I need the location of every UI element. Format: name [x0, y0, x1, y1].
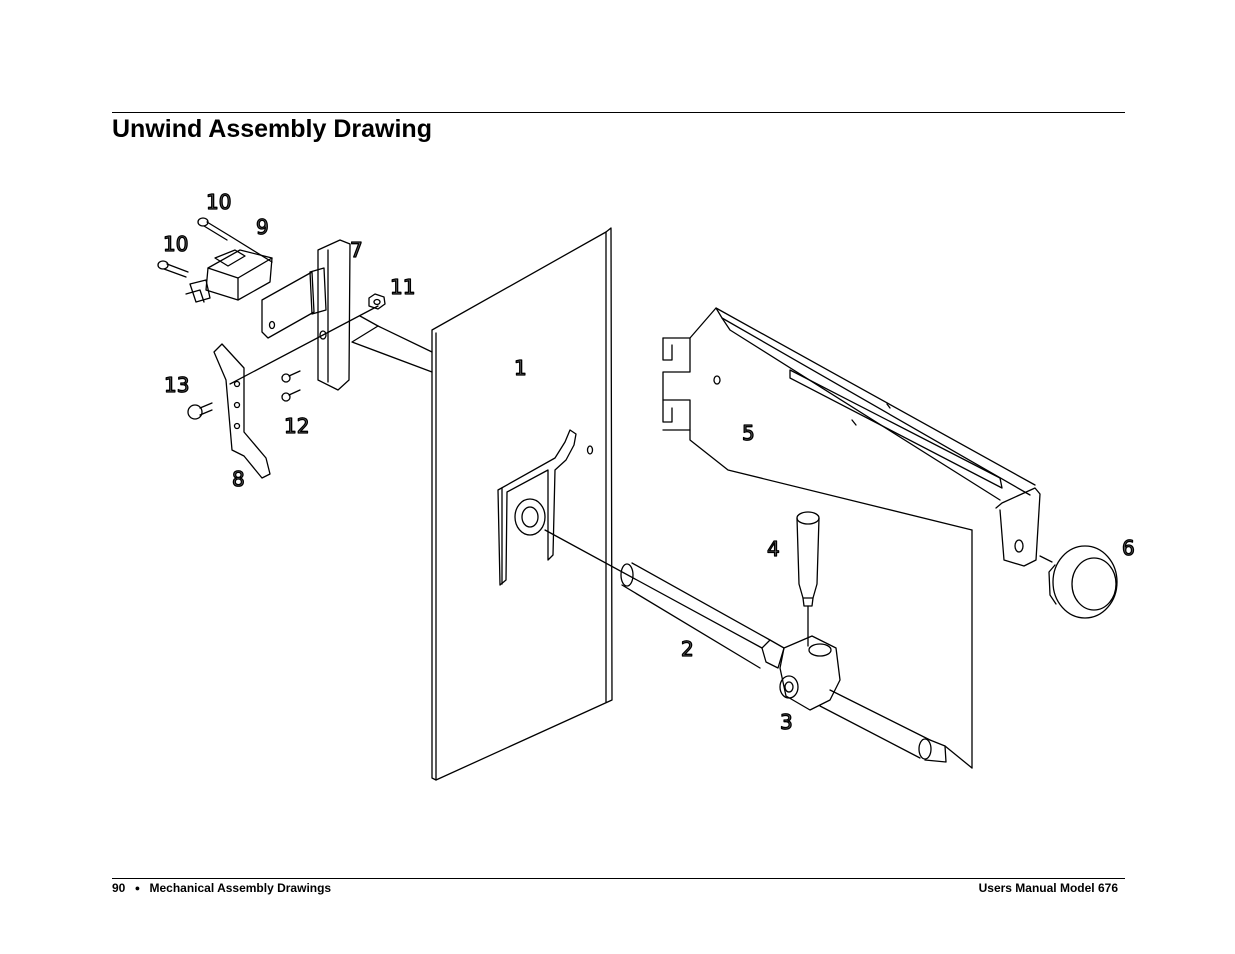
- callout-2: 2: [681, 637, 694, 661]
- part-7-switch-bracket: [262, 240, 350, 390]
- footer-rule: [112, 878, 1125, 879]
- part-5-bracket: [663, 308, 1040, 768]
- part-3-collar: [762, 636, 840, 710]
- callout-13: 13: [164, 373, 190, 397]
- part-13-screw: [188, 403, 212, 419]
- page-title: Unwind Assembly Drawing: [112, 115, 432, 143]
- section-name: Mechanical Assembly Drawings: [149, 881, 332, 895]
- callout-9: 9: [256, 215, 269, 239]
- footer-bullet: ●: [134, 883, 141, 893]
- callout-4: 4: [767, 537, 780, 561]
- manual-title: Users Manual Model 676: [978, 881, 1118, 895]
- part-1-plate: [432, 228, 612, 780]
- part-9-switch: [186, 250, 272, 302]
- page-number: 90: [112, 881, 126, 895]
- callout-7: 7: [350, 238, 363, 262]
- part-2-shaft: [545, 530, 972, 768]
- callouts: [163, 190, 1135, 734]
- part-4-screw: [797, 512, 819, 646]
- callout-1: 1: [514, 356, 527, 380]
- part-6-knob: [1040, 546, 1117, 618]
- callout-12: 12: [284, 414, 310, 438]
- callout-3: 3: [780, 710, 793, 734]
- part-11-nut: [352, 294, 432, 372]
- callout-11: 11: [390, 275, 416, 299]
- callout-8: 8: [232, 467, 245, 491]
- callout-10b: 10: [163, 232, 189, 256]
- callout-10a: 10: [206, 190, 232, 214]
- footer-left: [112, 881, 331, 895]
- part-12-screws: [282, 371, 300, 401]
- callout-6: 6: [1122, 536, 1135, 560]
- callout-5: 5: [742, 421, 755, 445]
